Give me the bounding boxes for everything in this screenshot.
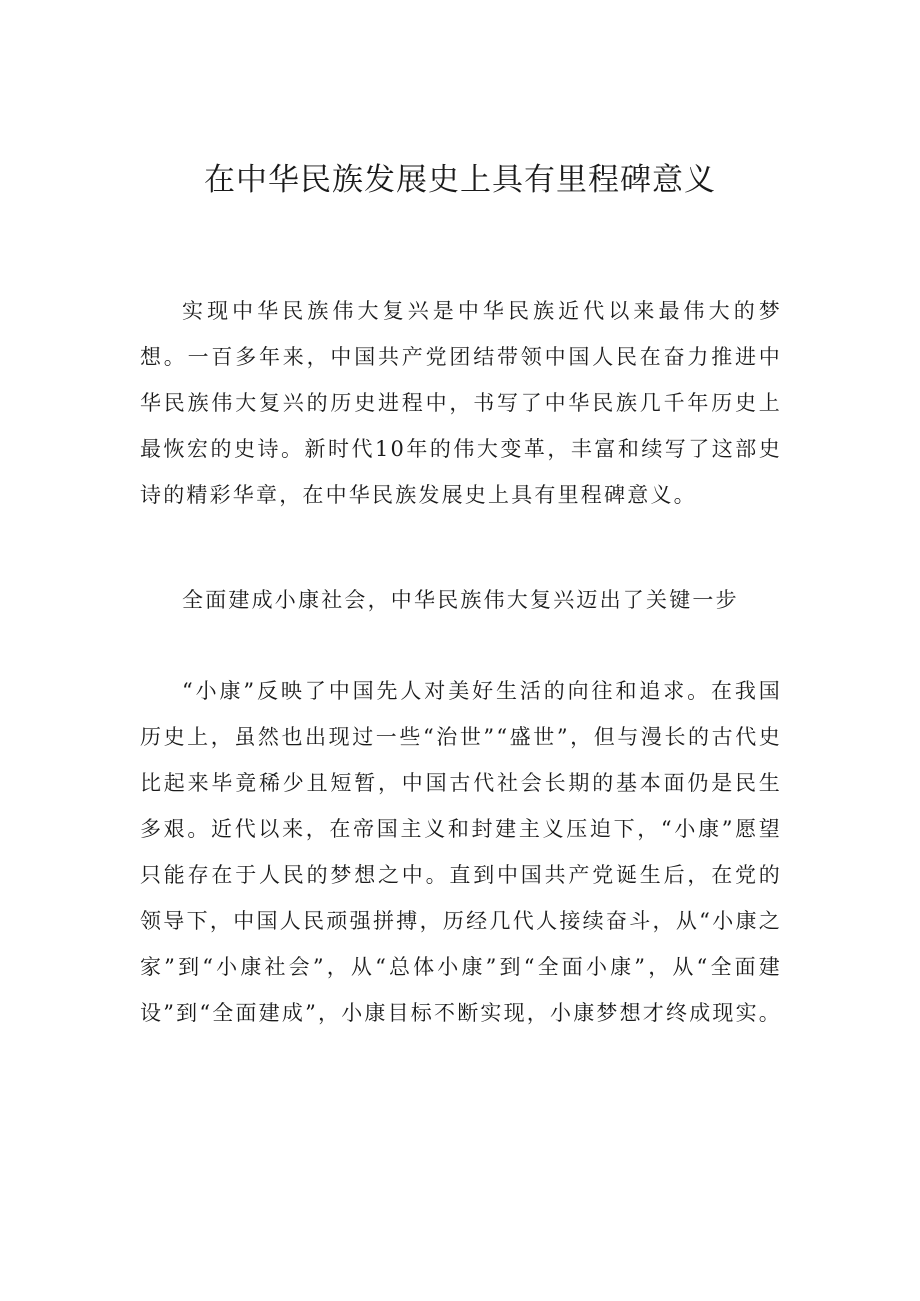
document-title: 在中华民族发展史上具有里程碑意义 — [204, 162, 716, 198]
section-subheading: 全面建成小康社会，中华民族伟大复兴迈出了关键一步 — [182, 588, 739, 612]
paragraph-xiaokang: “小康”反映了中国先人对美好生活的向往和追求。在我国历史上，虽然也出现过一些“治世”“盛世”，但与漫长的古代史比起来毕竟稀少且短暂，中国古代社会长期的基本面仍是民生多艰。近代以来，在帝国主义和封建主义压迫下，“小康”愿望只能存在于人民的梦想之中。直到中国共产党诞生后，在党的领导下，中国人民顽强拼搏，历经几代人接续奋斗，从“小康之家”到“小康社会”，从“总体小康”到“全面小康”，从“全面建设”到“全面建成”，小康目标不断实现，小康梦想才终成现实。 — [140, 679, 783, 1025]
paragraph-intro: 实现中华民族伟大复兴是中华民族近代以来最伟大的梦想。一百多年来，中国共产党团结带领中国人民在奋力推进中华民族伟大复兴的历史进程中，书写了中华民族几千年历史上最恢宏的史诗。新时代10年的伟大变革，丰富和续写了这部史诗的精彩华章，在中华民族发展史上具有里程碑意义。 — [140, 299, 782, 507]
